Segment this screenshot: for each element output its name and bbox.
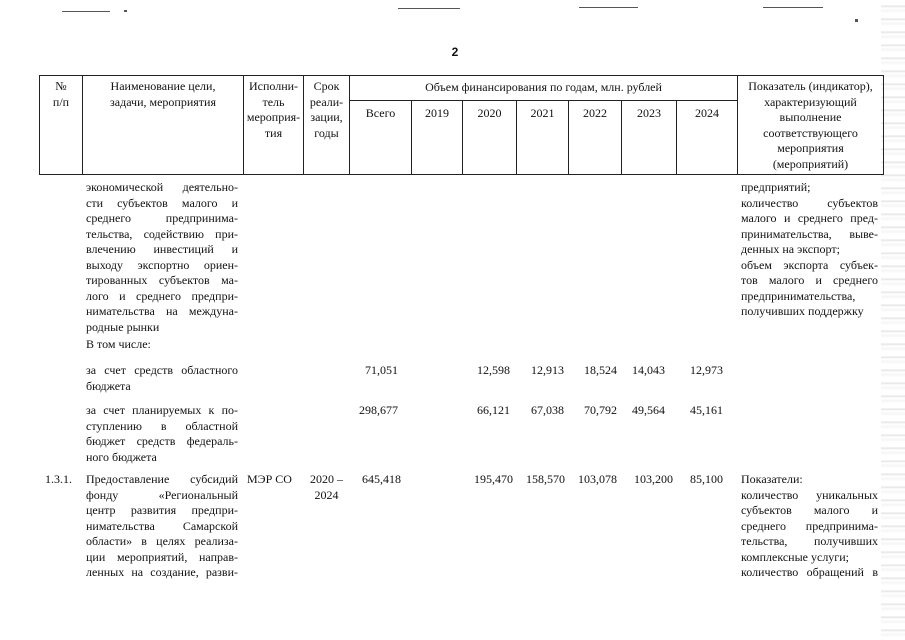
header-year: 2024 <box>695 106 719 120</box>
header-num: № п/п <box>52 79 70 109</box>
federal-2024: 45,161 <box>690 403 723 417</box>
header-name: Наименование цели, задачи, мероприятия <box>110 79 216 109</box>
scan-artifact <box>398 8 460 9</box>
item-description: Предоставление субсидий фонду «Региональный центр развития предпри- нимательства Самарской области» в целях реализа- ции мероприятий, направ- ленных на создание, разви- <box>86 472 238 579</box>
header-year: 2021 <box>530 106 555 120</box>
continued-description: экономической деятельно- сти субъектов малого и среднего предпринима- тельства, содействию при- влечению инвестиций и выходу экспортно ориен- тированных субъектов ма- лого и среднего предпри- нимательства на междуна- родные рынки <box>86 180 238 334</box>
including-label: В том числе: <box>86 337 151 351</box>
regional-2023: 14,043 <box>632 363 665 377</box>
header-year: 2019 <box>425 106 449 120</box>
scan-artifact <box>62 11 110 12</box>
item-number: 1.3.1. <box>45 472 72 486</box>
header-total: Всего <box>365 106 396 120</box>
item-2023: 103,200 <box>634 472 673 486</box>
header-year: 2022 <box>583 106 607 120</box>
item-executor: МЭР СО <box>247 472 292 486</box>
header-year: 2023 <box>637 106 661 120</box>
header-term: Срок реали- зации, годы <box>309 79 344 140</box>
header-executor: Исполни- тель мероприя- тия <box>246 79 301 140</box>
federal-2022: 70,792 <box>584 403 617 417</box>
item-2021: 158,570 <box>526 472 565 486</box>
scan-artifact <box>763 7 823 8</box>
item-2022: 103,078 <box>578 472 617 486</box>
scan-artifact <box>855 19 858 22</box>
federal-total: 298,677 <box>359 403 398 417</box>
item-total: 645,418 <box>362 472 401 486</box>
regional-2022: 18,524 <box>584 363 617 377</box>
header-indicator: Показатель (индикатор), характеризующий выполнение соответствующего мероприятия (мероприятий) <box>748 79 873 171</box>
item-2020: 195,470 <box>474 472 513 486</box>
federal-budget-label: за счет планируемых к по- ступлению в областной бюджет средств федераль- ного бюджета <box>86 403 238 464</box>
regional-budget-label: за счет средств областного бюджета <box>86 363 238 393</box>
item-indicator: Показатели: количество уникальных субъектов малого и среднего предпринима- тельства, получивших комплексные услуги; количество обращений в <box>741 472 878 579</box>
item-term: 2020 – 2024 <box>310 472 343 502</box>
scan-artifact <box>124 10 127 12</box>
federal-2020: 66,121 <box>477 403 510 417</box>
regional-total: 71,051 <box>365 363 398 377</box>
regional-2020: 12,598 <box>477 363 510 377</box>
continued-indicator: предприятий; количество субъектов малого и среднего пред- принимательства, выве- денных на экспорт; объем экспорта субъек- тов малого и среднего предпринимательства, получивших поддержку <box>741 180 878 318</box>
federal-2021: 67,038 <box>531 403 564 417</box>
page-number: 2 <box>451 45 459 59</box>
header-year: 2020 <box>477 106 502 120</box>
scan-edge <box>881 0 905 640</box>
scan-artifact <box>579 7 638 8</box>
item-2024: 85,100 <box>690 472 723 486</box>
regional-2021: 12,913 <box>531 363 564 377</box>
regional-2024: 12,973 <box>690 363 723 377</box>
federal-2023: 49,564 <box>632 403 665 417</box>
header-funding: Объем финансирования по годам, млн. рублей <box>425 80 662 94</box>
